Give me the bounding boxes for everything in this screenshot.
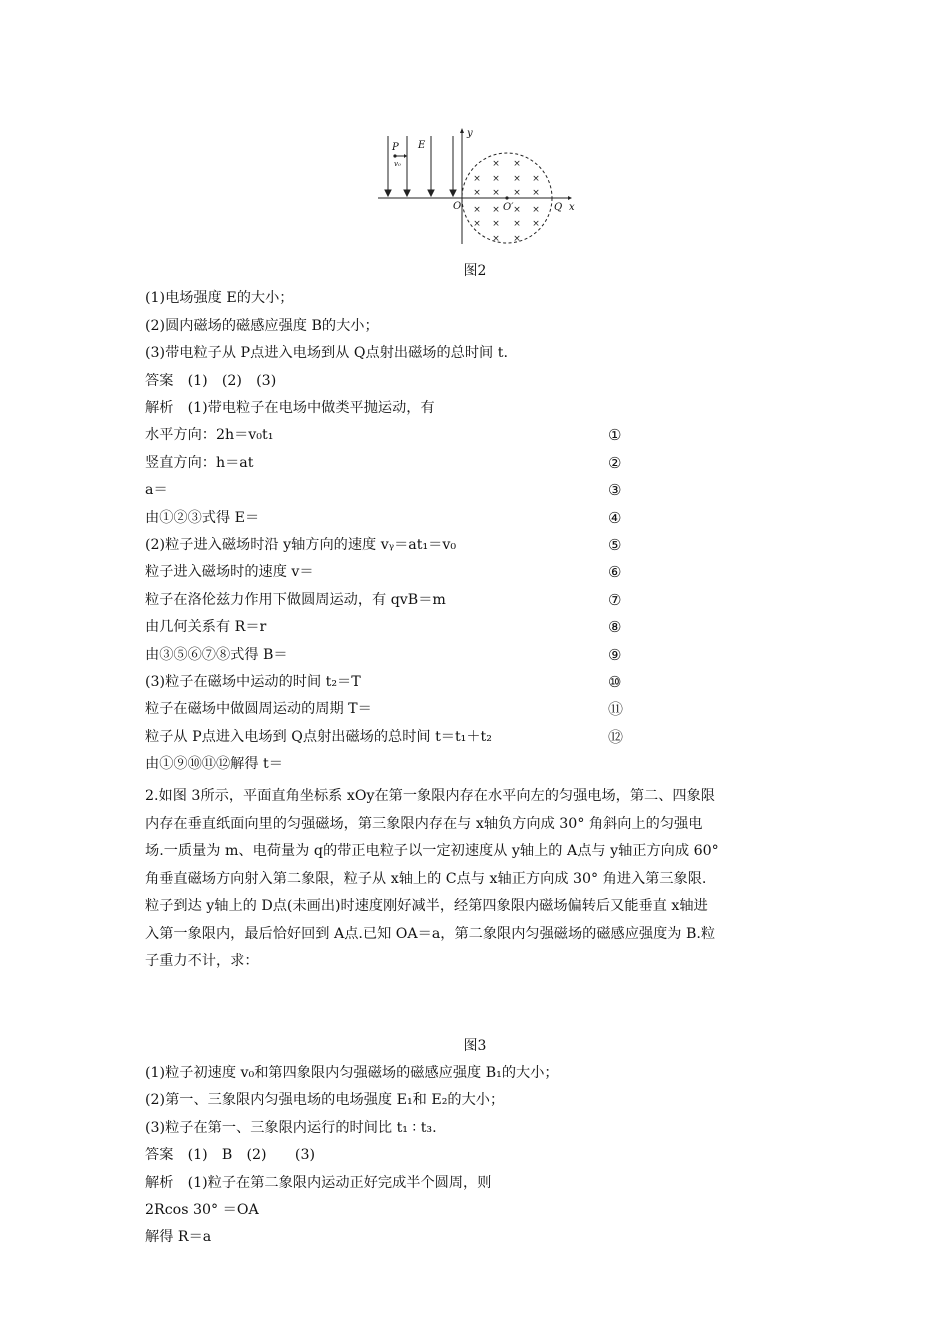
field-cross-mark: ×	[513, 188, 521, 198]
q1-solution-line: a＝	[145, 482, 168, 498]
label-o: O	[453, 201, 462, 212]
figure-2-diagram	[376, 126, 586, 246]
equation-number: ⑩	[608, 673, 622, 691]
field-cross-mark: ×	[492, 159, 500, 169]
field-cross-mark: ×	[492, 174, 500, 184]
q2-solution-line: 解得 R＝a	[145, 1229, 212, 1245]
q1-solution-line: 粒子从 P点进入电场到 Q点射出磁场的总时间 t＝t₁＋t₂	[145, 729, 492, 745]
field-cross-mark: ×	[473, 188, 481, 198]
figure-3-caption: 图3	[463, 1038, 487, 1054]
field-cross-mark: ×	[473, 205, 481, 215]
q2-solution-line: 解析 (1)粒子在第二象限内运动正好完成半个圆周，则	[145, 1175, 492, 1191]
equation-number: ④	[608, 509, 622, 527]
q2-statement-line: 2.如图 3所示，平面直角坐标系 xOy在第一象限内存在水平向左的匀强电场，第二、四象限	[145, 788, 715, 804]
q1-solution-line: 粒子在磁场中做圆周运动的周期 T＝	[145, 701, 372, 717]
q1-part-1: (1)电场强度 E的大小；	[145, 290, 294, 306]
q2-statement-line: 内存在垂直纸面向里的匀强磁场，第三象限内存在与 x轴负方向成 30° 角斜向上的匀强电	[145, 815, 703, 832]
field-cross-mark: ×	[473, 174, 481, 184]
field-cross-mark: ×	[513, 174, 521, 184]
field-cross-mark: ×	[513, 159, 521, 169]
q2-solution-line: 2Rcos 30° ＝OA	[145, 1202, 259, 1218]
center-o-prime-dot	[505, 196, 508, 199]
label-p: P	[392, 142, 399, 153]
q2-statement-line: 粒子到达 y轴上的 D点(未画出)时速度刚好减半，经第四象限内磁场偏转后又能垂直 x轴进	[145, 898, 708, 914]
q1-solution-line: 由③⑤⑥⑦⑧式得 B＝	[145, 647, 288, 663]
q1-solution-line: 竖直方向：h＝at	[145, 455, 254, 471]
field-cross-mark: ×	[532, 205, 540, 215]
equation-number: ⑫	[608, 728, 624, 746]
q2-statement-line: 场.一质量为 m、电荷量为 q的带正电粒子以一定初速度从 y轴上的 A点与 y轴正方向成 60°	[145, 843, 719, 859]
field-cross-mark: ×	[513, 219, 521, 229]
q2-statement	[145, 783, 815, 976]
q2-part-2: (2)第一、三象限内匀强电场的电场强度 E₁和 E₂的大小；	[145, 1092, 505, 1108]
q1-solution-line: (2)粒子进入磁场时沿 y轴方向的速度 vᵧ＝at₁＝v₀	[145, 537, 457, 553]
equation-number: ②	[608, 454, 622, 472]
label-o-prime: O′	[503, 202, 514, 213]
equation-number: ⑧	[608, 618, 622, 636]
equation-number: ③	[608, 481, 622, 499]
field-cross-mark: ×	[492, 188, 500, 198]
label-e: E	[418, 140, 426, 151]
field-cross-mark: ×	[492, 234, 500, 244]
q1-solution-line: 由①②③式得 E＝	[145, 510, 260, 526]
equation-number: ⑤	[608, 536, 622, 554]
figure-2-caption: 图2	[463, 263, 487, 279]
equation-number: ⑥	[608, 563, 622, 581]
q2-part-3: (3)粒子在第一、三象限内运行的时间比 t₁ ∶ t₃.	[145, 1120, 437, 1136]
field-cross-mark: ×	[513, 205, 521, 215]
q1-solution-line: 粒子进入磁场时的速度 v＝	[145, 564, 314, 580]
q1-solution-line: 由①⑨⑩⑪⑫解得 t＝	[145, 756, 283, 772]
q2-part-1: (1)粒子初速度 v₀和第四象限内匀强磁场的磁感应强度 B₁的大小；	[145, 1065, 559, 1081]
field-cross-mark: ×	[492, 219, 500, 229]
q1-part-3: (3)带电粒子从 P点进入电场到从 Q点射出磁场的总时间 t.	[145, 345, 508, 361]
field-cross-mark: ×	[532, 174, 540, 184]
q1-solution-line: 解析 (1)带电粒子在电场中做类平抛运动，有	[145, 400, 435, 416]
q1-solution-line: 水平方向：2h＝v₀t₁	[145, 427, 274, 443]
q2-statement-line: 子重力不计，求：	[145, 953, 259, 969]
equation-number: ①	[608, 426, 622, 444]
field-cross-mark: ×	[473, 219, 481, 229]
q2-statement-line: 入第一象限内，最后恰好回到 A点.已知 OA＝a，第二象限内匀强磁场的磁感应强度为 B.粒	[145, 925, 716, 942]
equation-number: ⑪	[608, 700, 624, 718]
q1-solution-line: 由几何关系有 R＝r	[145, 619, 267, 635]
q1-part-2: (2)圆内磁场的磁感应强度 B的大小；	[145, 318, 379, 334]
field-cross-mark: ×	[513, 234, 521, 244]
field-cross-mark: ×	[532, 219, 540, 229]
equation-number: ⑨	[608, 646, 622, 664]
q1-solution-line: (3)粒子在磁场中运动的时间 t₂＝T	[145, 674, 361, 690]
field-cross-mark: ×	[492, 205, 500, 215]
label-x: x	[569, 202, 575, 213]
label-v0: v₀	[394, 160, 401, 168]
q1-answer: 答案 (1) (2) (3)	[145, 373, 277, 389]
equation-number: ⑦	[608, 591, 622, 609]
field-cross-mark: ×	[532, 188, 540, 198]
label-q: Q	[554, 202, 563, 213]
q2-answer: 答案 (1) B (2) (3)	[145, 1147, 316, 1163]
q1-solution-line: 粒子在洛伦兹力作用下做圆周运动，有 qvB＝m	[145, 592, 446, 608]
q2-statement-line: 角垂直磁场方向射入第二象限，粒子从 x轴上的 C点与 x轴正方向成 30° 角进入第三象限.	[145, 870, 707, 887]
label-y: y	[467, 128, 473, 139]
